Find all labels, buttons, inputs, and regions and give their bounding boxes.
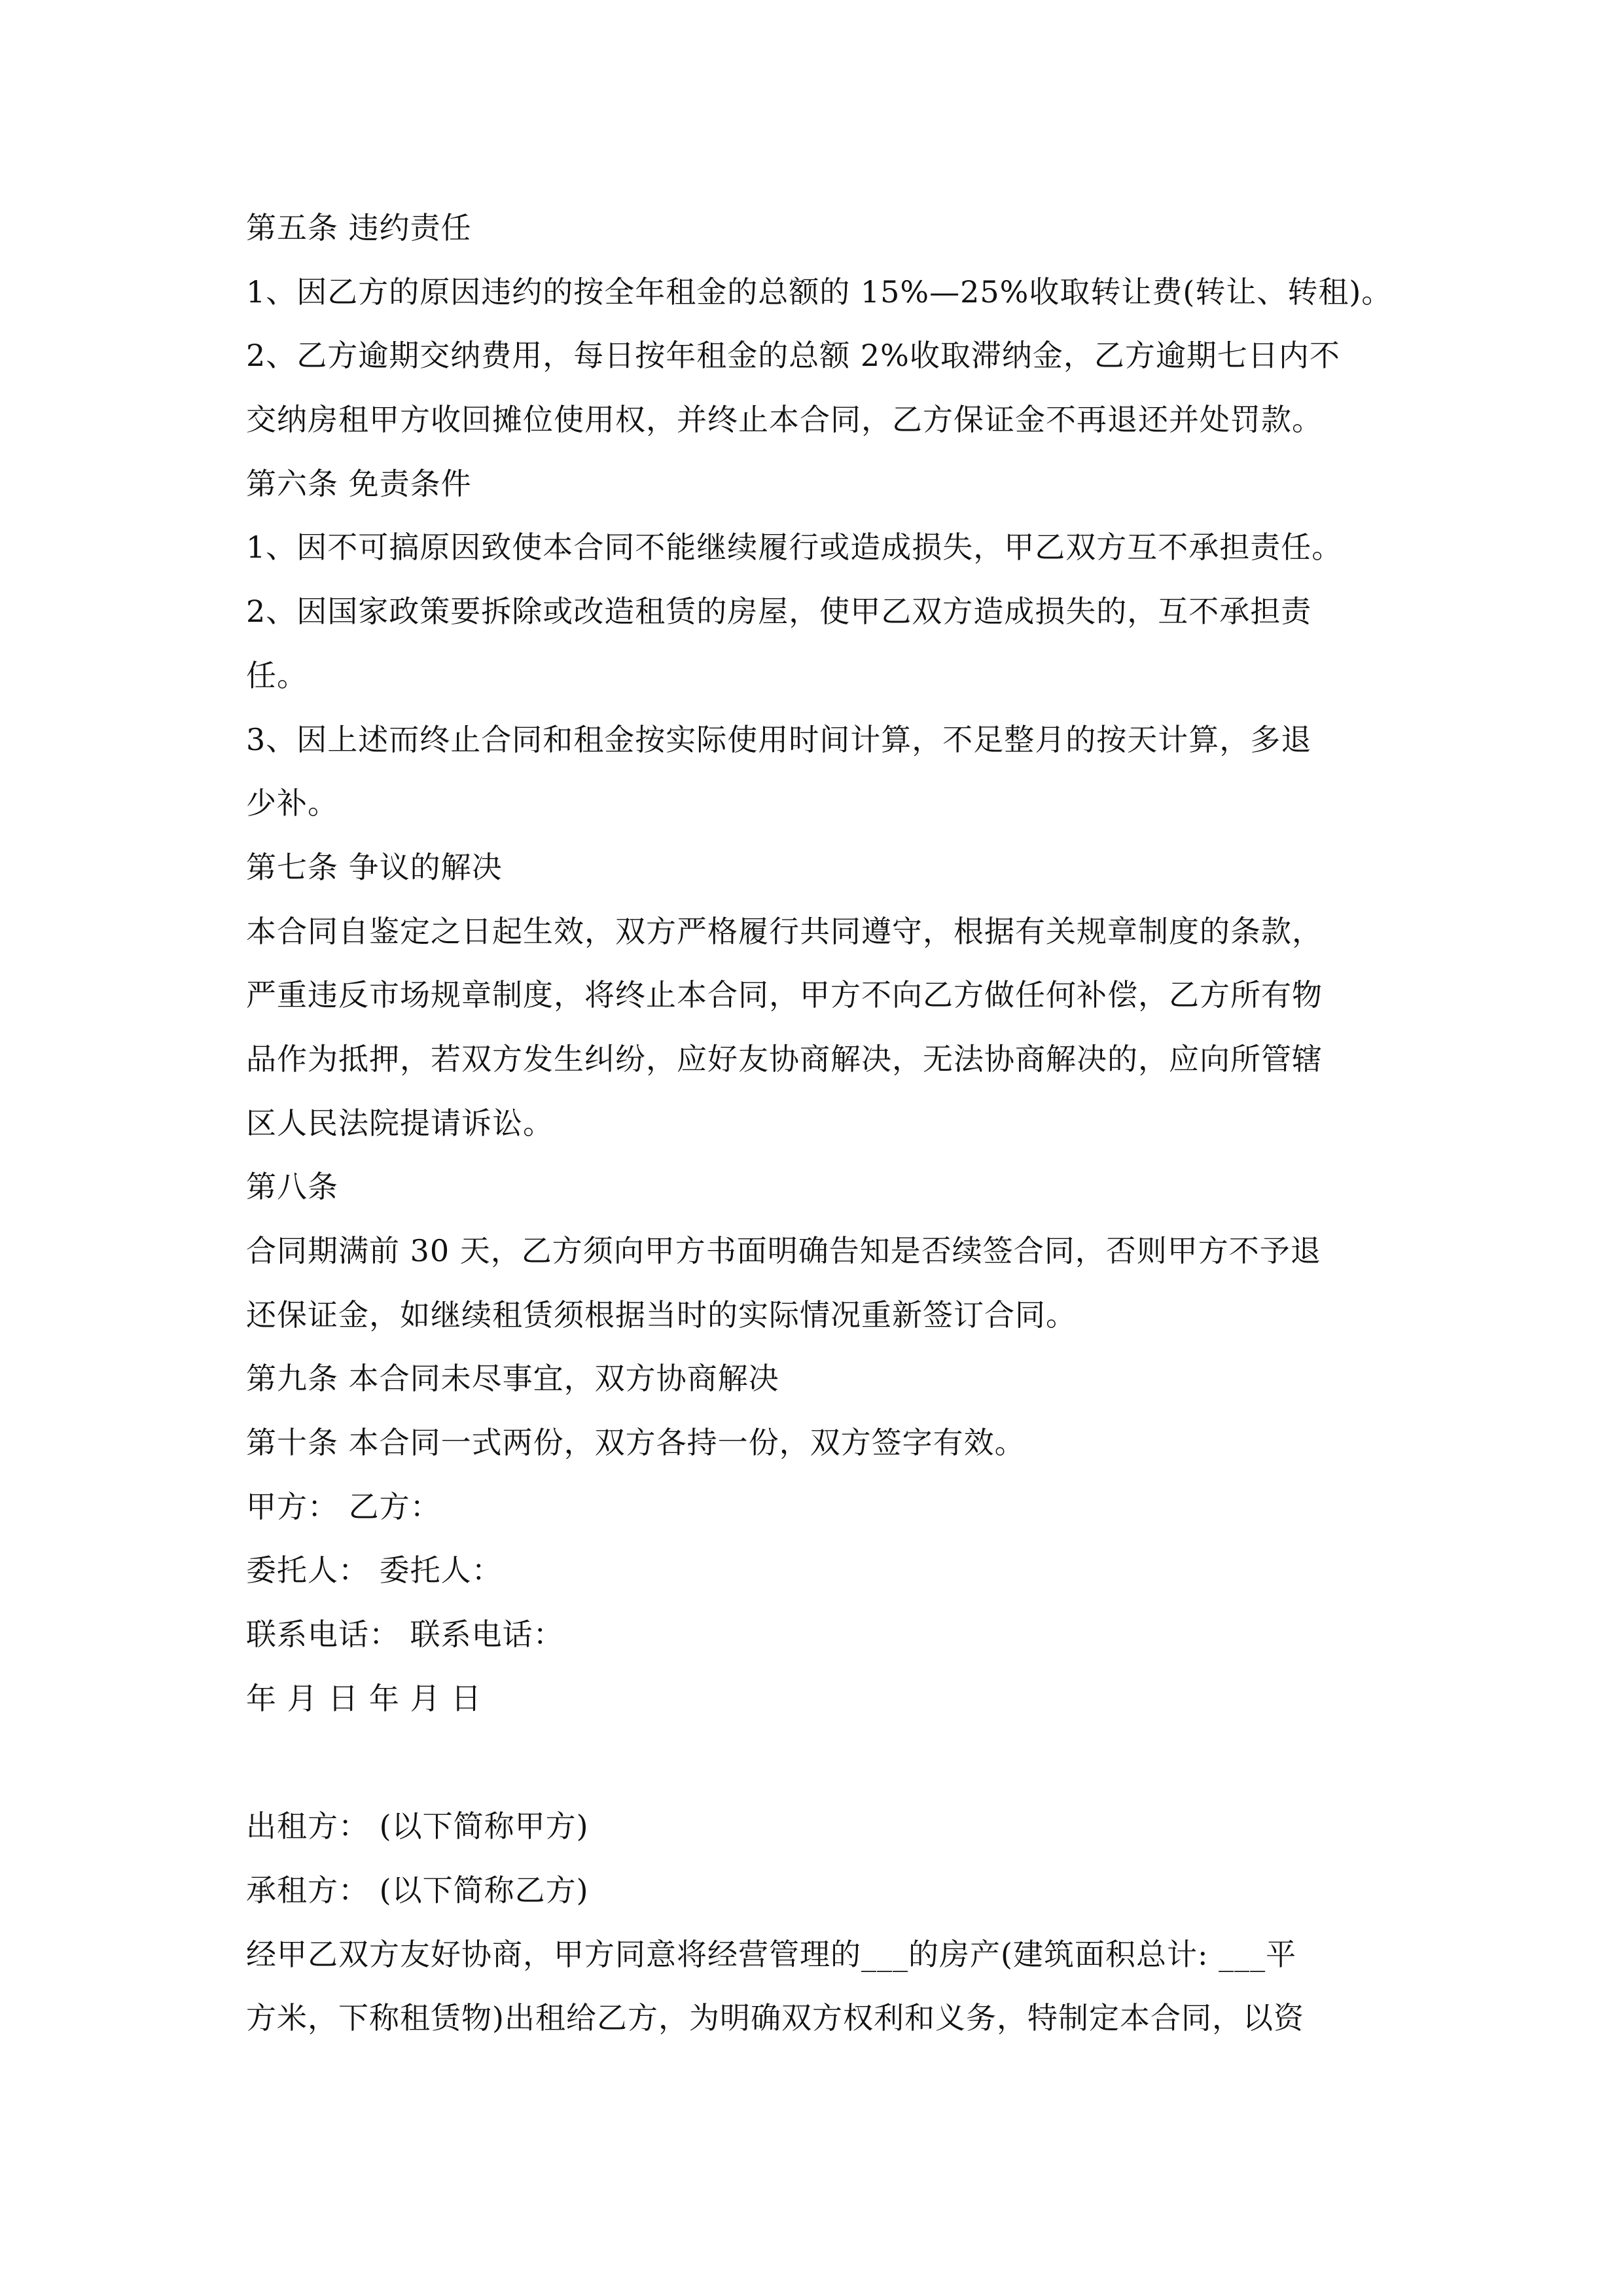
article-5-clause-2-cont: 交纳房租甲方收回摊位使用权，并终止本合同，乙方保证金不再退还并处罚款。 (246, 402, 1323, 438)
article-8-text-1: 合同期满前 30 天，乙方须向甲方书面明确告知是否续签合同，否则甲方不予退 (246, 1233, 1321, 1268)
blank-line (246, 1731, 1437, 1795)
article-8-heading: 第八条 (246, 1169, 338, 1205)
lessee-line: 承租方： (以下简称乙方) (246, 1872, 589, 1908)
article-6-clause-2-cont: 任。 (246, 657, 308, 693)
article-6-clause-1: 1、因不可搞原因致使本合同不能继续履行或造成损失，甲乙双方互不承担责任。 (246, 529, 1343, 565)
article-7-text-2: 严重违反市场规章制度，将终止本合同，甲方不向乙方做任何补偿，乙方所有物 (246, 977, 1323, 1013)
article-6-clause-3: 3、因上述而终止合同和租金按实际使用时间计算，不足整月的按天计算，多退 (246, 721, 1312, 757)
article-6-heading: 第六条 免责条件 (246, 465, 472, 501)
article-7-text-3: 品作为抵押，若双方发生纠纷，应好友协商解决，无法协商解决的，应向所管辖 (246, 1041, 1323, 1077)
article-7-text-4: 区人民法院提请诉讼。 (246, 1105, 554, 1141)
article-5-clause-2: 2、乙方逾期交纳费用，每日按年租金的总额 2%收取滞纳金，乙方逾期七日内不 (246, 338, 1340, 374)
article-10: 第十条 本合同一式两份，双方各持一份，双方签字有效。 (246, 1425, 1026, 1461)
article-7-heading: 第七条 争议的解决 (246, 849, 503, 885)
article-8-text-2: 还保证金，如继续租赁须根据当时的实际情况重新签订合同。 (246, 1297, 1077, 1333)
signature-dates: 年 月 日 年 月 日 (246, 1680, 482, 1716)
signature-parties: 甲方： 乙方： (246, 1488, 441, 1524)
article-7-text-1: 本合同自鉴定之日起生效，双方严格履行共同遵守，根据有关规章制度的条款， (246, 913, 1323, 949)
article-5-heading: 第五条 违约责任 (246, 210, 472, 245)
article-6-clause-2: 2、因国家政策要拆除或改造租赁的房屋，使甲乙双方造成损失的，互不承担责 (246, 594, 1312, 630)
preamble-text-1: 经甲乙双方友好协商，甲方同意将经营管理的___的房产(建筑面积总计: ___平 (246, 1936, 1297, 1972)
document-body (246, 196, 1437, 2051)
preamble-text-2: 方米，下称租赁物)出租给乙方，为明确双方权利和义务，特制定本合同，以资 (246, 2000, 1304, 2036)
signature-phones: 联系电话： 联系电话： (246, 1617, 564, 1653)
article-5-clause-1: 1、因乙方的原因违约的按全年租金的总额的 15%—25%收取转让费(转让、转租)。 (246, 274, 1393, 310)
lessor-line: 出租方： (以下简称甲方) (246, 1808, 589, 1844)
article-6-clause-3-cont: 少补。 (246, 785, 338, 821)
signature-agents: 委托人： 委托人： (246, 1552, 503, 1588)
article-9: 第九条 本合同未尽事宜，双方协商解决 (246, 1361, 779, 1397)
